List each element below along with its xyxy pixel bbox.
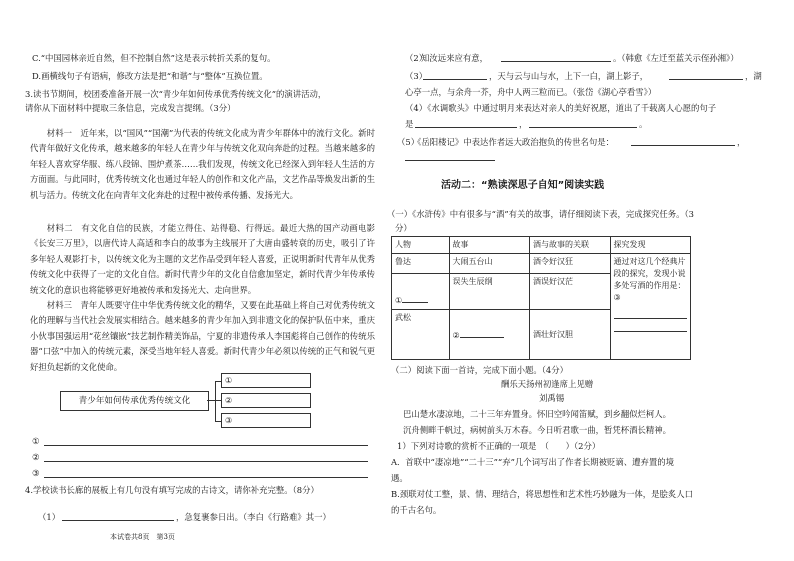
water-margin-table bbox=[391, 236, 691, 360]
finding-line-1[interactable] bbox=[614, 306, 688, 319]
table-row bbox=[392, 254, 691, 274]
reading-1-stem-line1: （一）《水浒传》中有很多与“酒”有关的故事，请仔细阅读下表，完成探究任务。（3 bbox=[387, 209, 694, 219]
material-one: 材料一 近年来，以“国风”“国潮”为代表的传统文化成为青少年群体中的流行文化。新时代青年做好文化传承，越来越多的年轻人在青少年与传统文化双向奔赴的过程。当越来越多的年轻人喜欢穿华服、练八段锦、围炉煮茶……我们发现，传统文化已经深入到年轻人生活的方方面面。与此同时，优秀传统文化也通过年轻人的创作和文化产品，文艺作品等焕发出新的生机与活力。传统文化在向青年文化奔赴的过程中被传承传播、发扬光大。 bbox=[30, 128, 375, 200]
q4-5-text-a: 《岳阳楼记》中表达作者远大政治抱负的传世名句是： bbox=[413, 137, 614, 147]
q4-2-source: 。（韩愈《左迁至蓝关示侄孙湘》） bbox=[613, 53, 739, 63]
answer-label-2: ② bbox=[32, 452, 40, 462]
answer-line-3[interactable] bbox=[44, 477, 368, 478]
option-a-line1: A．首联中“凄凉地”“二十三”“弃”几个词写出了作者长期被贬谪、遭弃置的境 bbox=[391, 457, 674, 467]
q4-4-text-c: ， bbox=[519, 119, 528, 129]
answer-line-2[interactable] bbox=[44, 461, 368, 462]
mind-connector bbox=[207, 400, 215, 401]
q4-4-text-d: 。 bbox=[639, 119, 648, 129]
material-three: 材料三 青年人既要守住中华优秀传统文化的精华，又要在此基础上将自己对优秀传统文化的理解与当代社会发展实相结合。越来越多的青少年加入到非遗文化的保护队伍中来，重庆小伙事国强运用“花丝镶嵌”技艺制作精美饰品，宁夏的非遗传承人李国彪将自己创作的传统乐器“口弦”中加入的传统元素，深受当地年轻人喜爱。新时代青少年必须以传统的正气和锐气更好担负起新的文化使命。 bbox=[30, 300, 375, 372]
mind-connector-vertical bbox=[215, 381, 216, 422]
table-blank-1[interactable] bbox=[402, 293, 428, 303]
question-3-intro-line2: 请你从下面材料中提取三条信息，完成发言提纲。（3分） bbox=[25, 103, 236, 113]
table-cell: 大闹五台山 bbox=[449, 254, 530, 274]
finding-line-2[interactable] bbox=[614, 319, 688, 332]
q4-4-text-a: 《水调歌头》中通过明月来表达对亲人的美好祝愿，道出了千载离人心愿的句子 bbox=[423, 103, 717, 113]
q4-5-number: （5） bbox=[397, 137, 420, 147]
answer-line-1[interactable] bbox=[44, 445, 368, 446]
q4-3-number: （3） bbox=[405, 71, 428, 81]
table-header-row bbox=[392, 237, 691, 254]
table-finding-text: 通过对这几个经典片段的探究，发现小说多处写酒的作用是： bbox=[613, 257, 686, 290]
q4-4-number: （4） bbox=[405, 103, 428, 113]
poem-line-1: 巴山楚水凄凉地，二十三年弃置身。怀旧空吟闻笛赋，到乡翻似烂柯人。 bbox=[403, 409, 671, 419]
table-cell: 酒误好汉茫 bbox=[530, 274, 611, 310]
q4-4-blank-2[interactable] bbox=[529, 118, 637, 128]
table-cell: 酒壮好汉胆 bbox=[530, 310, 611, 360]
reading-1-stem-line2: 分） bbox=[395, 223, 412, 233]
q4-3-blank-1[interactable] bbox=[423, 70, 487, 80]
q4-5-text-b: ， bbox=[737, 137, 746, 147]
option-b-line1: B.颈联对仗工整，景、情、理结合，将思想性和艺术性巧妙融为一体，是脍炙人口 bbox=[391, 489, 693, 499]
reading-2-stem: （二）阅读下面一首诗，完成下面小题。（4分） bbox=[391, 365, 569, 375]
q4-3-blank-2[interactable] bbox=[669, 70, 743, 80]
q4-3-text-a: ，天与云与山与水，上下一白，湖上影子， bbox=[489, 71, 649, 81]
q4-1-blank[interactable] bbox=[62, 511, 174, 521]
table-cell-mark: ② bbox=[452, 330, 460, 340]
table-header-cell: 人物 bbox=[392, 237, 450, 254]
table-header-cell: 故事 bbox=[449, 237, 530, 254]
q4-3-text-c: 心亭一点，与余舟一芥，舟中人两三粒而已。（张岱《湖心亭看雪》） bbox=[405, 87, 657, 97]
option-a-line2: 遇。 bbox=[391, 473, 408, 483]
table-header-cell: 探究发现 bbox=[610, 237, 691, 254]
material-two: 材料二 有文化自信的民族，才能立得住、站得稳、行得远。最近大热的国产动画电影《长安三万里》，以唐代诗人高适和李白的故事为主线展开了大唐由盛转衰的历史，吸引了许多年轻人观影打卡，以传统文化为主题的文艺作品受到年轻人喜爱，正说明新时代青年从优秀传统文化中获得了一定的文化自信。新时代青少年的文化自信愈加坚定，新时代青少年传承传统文化的意识也将能够更好地被传承和发扬光大、走向世界。 bbox=[30, 223, 375, 295]
q4-2-number: （2） bbox=[405, 53, 428, 63]
table-finding-cell bbox=[610, 254, 691, 360]
table-cell-mark: ① bbox=[395, 296, 403, 305]
q4-5-blank-2[interactable] bbox=[405, 151, 495, 161]
poem-line-2: 沉舟侧畔千帆过，病树前头万木春。今日听君歌一曲，暂凭杯酒长精神。 bbox=[403, 425, 671, 435]
table-cell: 酒令好汉狂 bbox=[530, 254, 611, 274]
q4-2-text: 知汝远来应有意， bbox=[421, 53, 488, 63]
q4-3-text-b: ，湖 bbox=[745, 71, 762, 81]
q4-1-number: （1） bbox=[38, 512, 61, 522]
page-footer: 本试卷共8页 第3页 bbox=[110, 533, 175, 541]
q4-4-text-b: 是 bbox=[405, 119, 414, 129]
q4-4-blank-1[interactable] bbox=[415, 118, 517, 128]
q4-1-text: ，急复裹参日出。（李白《行路难》其一） bbox=[176, 512, 331, 522]
option-d: D.画横线句子有语病，修改方法是把“和谐”与“整体”互换位置。 bbox=[32, 71, 268, 81]
q4-5-blank-1[interactable] bbox=[631, 136, 735, 146]
mind-branch-2[interactable]: ② bbox=[221, 393, 311, 408]
mind-map-center: 青少年如何传承优秀传统文化 bbox=[60, 391, 209, 411]
question-3-intro-line1: 3.读书节期间，校团委准备开展一次“青少年如何传承优秀传统文化”的演讲活动， bbox=[25, 89, 327, 99]
poem-question-1: 1）下列对诗歌的赏析不正确的一项是 （ ）（2分） bbox=[397, 441, 601, 451]
table-blank-2[interactable] bbox=[460, 328, 504, 338]
mind-branch-1[interactable]: ① bbox=[221, 373, 311, 388]
table-cell-blank[interactable] bbox=[392, 274, 450, 310]
table-cell: 鲁达 bbox=[392, 254, 450, 274]
table-finding-mark: ③ bbox=[613, 293, 621, 302]
mind-branch-3[interactable]: ③ bbox=[221, 413, 311, 428]
question-4: 4.学校读书长廊的展板上有几句没有填写完成的古诗文，请你补充完整。（8分） bbox=[25, 485, 319, 495]
poem-title: 酬乐天扬州初逢席上见赠 bbox=[501, 379, 594, 389]
answer-label-3: ③ bbox=[32, 468, 40, 478]
table-header-cell: 酒与故事的关联 bbox=[530, 237, 611, 254]
table-cell: 武松 bbox=[392, 310, 450, 360]
table-cell: 误失生辰纲 bbox=[449, 274, 530, 310]
q4-2-blank[interactable] bbox=[501, 52, 611, 62]
option-c: C.“中国园林亲近自然，但不控制自然”这是表示转折关系的复句。 bbox=[32, 53, 276, 63]
table-cell-blank[interactable] bbox=[449, 310, 530, 360]
activity-2-title: 活动二：“熟读深思子自知”阅读实践 bbox=[441, 180, 605, 191]
poem-author: 刘禹锡 bbox=[539, 393, 565, 403]
answer-label-1: ① bbox=[32, 436, 40, 446]
option-b-line2: 的千古名句。 bbox=[391, 505, 442, 515]
